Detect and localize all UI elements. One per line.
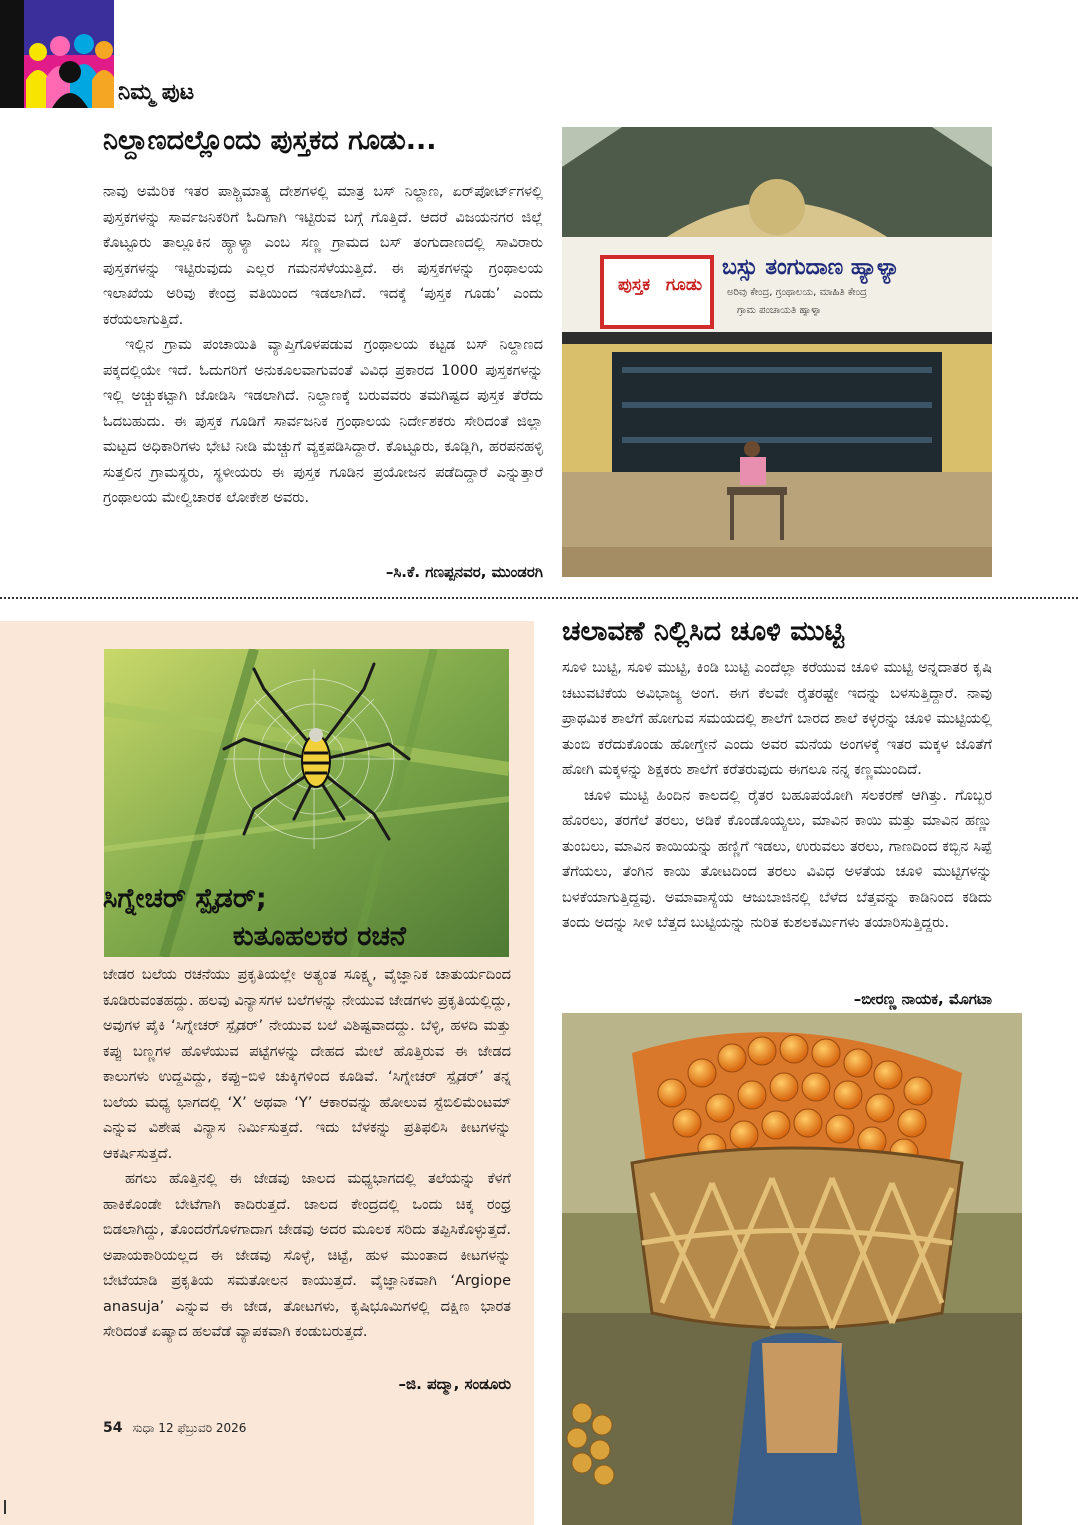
section-logo <box>24 0 114 108</box>
article3-paragraph-1: ಸೂಳಿ ಬುಟ್ಟಿ, ಸೂಳಿ ಮುಟ್ಟಿ, ಕಿಂಡಿ ಬುಟ್ಟಿ ಎಂದೆಲ್ಲಾ ಕರೆಯುವ ಚೂಳಿ ಮುಟ್ಟಿ ಅನ್ನದಾತರ ಕೃಷಿ ಚಟುವಟಿಕೆಯ ಅವಿಭಾಜ್ಯ ಅಂಗ. ಈಗ ಕೆಲವೇ ರೈತರಷ್ಟೇ ಇದನ್ನು ಬಳಸುತ್ತಿದ್ದಾರೆ. ನಾವು ಪ್ರಾಥಮಿಕ ಶಾಲೆಗೆ ಹೋಗುವ ಸಮಯದಲ್ಲಿ ಶಾಲೆಗೆ ಬಾರದ ಶಾಲೆ ಕಳ್ಳರನ್ನು ಚೂಳಿ ಮುಟ್ಟಿಯಲ್ಲಿ ತುಂಬಿ ಕರೆದುಕೊಂಡು ಹೋಗ್ತೇನೆ ಎಂದು ಅವರ ಮನೆಯ ಅಂಗಳಕ್ಕೆ ಇತರ ಮಕ್ಕಳ ಜೊತೆಗೆ ಹೋಗಿ ಮಕ್ಕಳನ್ನು ಶಿಕ್ಷಕರು ಶಾಲೆಗೆ ಕರೆತರುವುದು ಈಗಲೂ ನನ್ನ ಕಣ್ಣಮುಂದಿದೆ. <box>562 660 992 778</box>
article3-byline: –ಬೀರಣ್ಣ ನಾಯಕ, ಮೊಗಟಾ <box>853 990 992 1008</box>
article3-title: ಚಲಾವಣೆ ನಿಲ್ಲಿಸಿದ ಚೂಳಿ ಮುಟ್ಟಿ <box>562 616 845 647</box>
crop-mark <box>4 1500 6 1514</box>
bus-stand-photo <box>562 127 992 577</box>
people-silhouettes-icon <box>24 0 114 108</box>
section-divider <box>0 597 1078 599</box>
page-footer <box>103 1420 246 1436</box>
bus-stand-illustration <box>562 127 992 577</box>
article1-body <box>103 180 543 512</box>
article3-paragraph-2: ಚೂಳಿ ಮುಟ್ಟಿ ಹಿಂದಿನ ಕಾಲದಲ್ಲಿ ರೈತರ ಬಹೂಪಯೋಗಿ ಸಲಕರಣೆ ಆಗಿತ್ತು. ಗೊಬ್ಬರ ಹೊರಲು, ತರಗೆಲೆ ತರಲು, ಅಡಿಕೆ ಕೊಂಡೊಯ್ಯಲು, ಮಾವಿನ ಕಾಯಿ ಮತ್ತು ಮಾವಿನ ಹಣ್ಣು ತುಂಬಲು, ಮಾವಿನ ಕಾಯಿಯನ್ನು ಹಣ್ಣಿಗೆ ಇಡಲು, ಉರುವಲು ತರಲು, ಗಾಣದಿಂದ ಕಬ್ಬಿನ ಸಿಪ್ಪೆ ತೆಗೆಯಲು, ತೆಂಗಿನ ಕಾಯಿ ತೋಟದಿಂದ ತರಲು ವಿವಿಧ ಅಳತೆಯ ಚೂಳಿ ಮುಟ್ಟಿಗಳನ್ನು ಬಳಕೆಯಾಗುತ್ತಿದ್ದವು. ಅಮಾವಾಸ್ಯೆಯ ಆಜುಬಾಜಿನಲ್ಲಿ ಬೆಳೆದ ಬೆತ್ತವನ್ನು ಕಾಡಿನಿಂದ ಕಡಿದು ತಂದು ಅದನ್ನು ಸೀಳಿ ಬೆತ್ತದ ಬುಟ್ಟಿಯನ್ನು ನುರಿತ ಕುಶಲಕರ್ಮಿಗಳು ತಯಾರಿಸುತ್ತಿದ್ದರು. <box>562 787 992 931</box>
article1-byline: –ಸಿ.ಕೆ. ಗಣಪ್ಪನವರ, ಮುಂಡರಗಿ <box>385 563 543 581</box>
article2-paragraph-1: ಜೇಡರ ಬಲೆಯ ರಚನೆಯು ಪ್ರಕೃತಿಯಲ್ಲೇ ಅತ್ಯಂತ ಸೂಕ್ಷ್ಮ, ವೈಜ್ಞಾನಿಕ ಚಾತುರ್ಯದಿಂದ ಕೂಡಿರುವಂತಹದ್ದು. ಹಲವು ವಿನ್ಯಾಸಗಳ ಬಲೆಗಳನ್ನು ನೇಯುವ ಜೇಡಗಳು ಪ್ರಕೃತಿಯಲ್ಲಿದ್ದು, ಅವುಗಳ ಪೈಕಿ ‘ಸಿಗ್ನೇಚರ್ ಸ್ಪೈಡರ್’ ನೇಯುವ ಬಲೆ ವಿಶಿಷ್ಟವಾದದ್ದು. ಬೆಳ್ಳಿ, ಹಳದಿ ಮತ್ತು ಕಪ್ಪು ಬಣ್ಣಗಳ ಹೊಳೆಯುವ ಪಟ್ಟೆಗಳನ್ನು ದೇಹದ ಮೇಲೆ ಹೊತ್ತಿರುವ ಈ ಜೇಡದ ಕಾಲುಗಳು ಉದ್ದವಿದ್ದು, ಕಪ್ಪು–ಬಿಳಿ ಚುಕ್ಕಿಗಳಿಂದ ಕೂಡಿವೆ. ‘ಸಿಗ್ನೇಚರ್ ಸ್ಪೈಡರ್’ ತನ್ನ ಬಲೆಯ ಮಧ್ಯ ಭಾಗದಲ್ಲಿ ‘X’ ಅಥವಾ ‘Y’ ಆಕಾರವನ್ನು ಹೋಲುವ ಸ್ಟೆಬಿಲಿಮೆಂಟಮ್ ಎನ್ನುವ ವಿಶೇಷ ವಿನ್ಯಾಸ ನಿರ್ಮಿಸುತ್ತದೆ. ಇದು ಬೆಳಕನ್ನು ಪ್ರತಿಫಲಿಸಿ ಕೀಟಗಳನ್ನು ಆಕರ್ಷಿಸುತ್ತದೆ. <box>103 967 511 1162</box>
book-sign-left: ಪುಸ್ತಕ <box>618 275 650 295</box>
issue-info: ಸುಧಾ 12 ಫೆಬ್ರುವರಿ 2026 <box>132 1421 247 1435</box>
article1-paragraph-1: ನಾವು ಅಮೆರಿಕ ಇತರ ಪಾಶ್ಚಿಮಾತ್ಯ ದೇಶಗಳಲ್ಲಿ ಮಾತ್ರ ಬಸ್ ನಿಲ್ದಾಣ, ಏರ್‌ಪೋರ್ಟ್‌ಗಳಲ್ಲಿ ಪುಸ್ತಕಗಳನ್ನು ಸಾರ್ವಜನಿಕರಿಗೆ ಓದಿಗಾಗಿ ಇಟ್ಟಿರುವ ಬಗ್ಗೆ ಗೊತ್ತಿದೆ. ಆದರೆ ವಿಜಯನಗರ ಜಿಲ್ಲೆ ಕೊಟ್ಟೂರು ತಾಲ್ಲೂಕಿನ ಹ್ಯಾಳ್ಯಾ ಎಂಬ ಸಣ್ಣ ಗ್ರಾಮದ ಬಸ್ ತಂಗುದಾಣದಲ್ಲಿ ಸಾವಿರಾರು ಪುಸ್ತಕಗಳನ್ನು ಇಟ್ಟಿರುವುದು ಎಲ್ಲರ ಗಮನಸೆಳೆಯುತ್ತಿದೆ. ಈ ಪುಸ್ತಕಗಳನ್ನು ಗ್ರಂಥಾಲಯ ಇಲಾಖೆಯ ಅರಿವು ಕೇಂದ್ರ ವತಿಯಿಂದ ಇಡಲಾಗಿದೆ. ಇದಕ್ಕೆ ‘ಪುಸ್ತಕ ಗೂಡು’ ಎಂದು ಕರೆಯಲಾಗುತ್ತಿದೆ. <box>103 184 543 328</box>
article2-body <box>103 963 511 1346</box>
article2-title-line1: ಸಿಗ್ನೇಚರ್ ಸ್ಪೈಡರ್; <box>103 883 267 914</box>
fruit-basket-illustration <box>562 1013 1022 1525</box>
header-black-bar <box>0 0 24 108</box>
book-sign-right: ಗೂಡು <box>665 275 703 295</box>
article3-body <box>562 656 992 937</box>
banner-main-text: ಬಸ್ಸು ತಂಗುದಾಣ ಹ್ಯಾಳ್ಯಾ <box>722 255 900 280</box>
article1-paragraph-2: ಇಲ್ಲಿನ ಗ್ರಾಮ ಪಂಚಾಯಿತಿ ವ್ಯಾಪ್ತಿಗೊಳಪಡುವ ಗ್ರಂಥಾಲಯ ಕಟ್ಟಡ ಬಸ್ ನಿಲ್ದಾಣದ ಪಕ್ಕದಲ್ಲಿಯೇ ಇದೆ. ಓದುಗರಿಗೆ ಅನುಕೂಲವಾಗುವಂತೆ ವಿವಿಧ ಪ್ರಕಾರದ 1000 ಪುಸ್ತಕಗಳನ್ನು ಇಲ್ಲಿ ಅಚ್ಚುಕಟ್ಟಾಗಿ ಜೋಡಿಸಿ ಇಡಲಾಗಿದೆ. ನಿಲ್ದಾಣಕ್ಕೆ ಬರುವವರು ತಮಗಿಷ್ಟದ ಪುಸ್ತಕ ತೆರೆದು ಓದಬಹುದು. ಈ ಪುಸ್ತಕ ಗೂಡಿಗೆ ಸಾರ್ವಜನಿಕ ಗ್ರಂಥಾಲಯ ನಿರ್ದೇಶಕರು ಸೇರಿದಂತೆ ಜಿಲ್ಲಾ ಮಟ್ಟದ ಅಧಿಕಾರಿಗಳು ಭೇಟಿ ನೀಡಿ ಮೆಚ್ಚುಗೆ ವ್ಯಕ್ತಪಡಿಸಿದ್ದಾರೆ. ಕೊಟ್ಟೂರು, ಕೂಡ್ಲಿಗಿ, ಹರಪನಹಳ್ಳಿ ಸುತ್ತಲಿನ ಗ್ರಾಮಸ್ಥರು, ಸ್ಥಳೀಯರು ಈ ಪುಸ್ತಕ ಗೂಡಿನ ಪ್ರಯೋಜನ ಪಡೆದಿದ್ದಾರೆ ಎನ್ನುತ್ತಾರೆ ಗ್ರಂಥಾಲಯ ಮೇಲ್ವಿಚಾರಕ ಲೋಕೇಶ ಅವರು. <box>103 337 543 506</box>
basket-photo <box>562 1013 1022 1525</box>
article1-title: ನಿಲ್ದಾಣದಲ್ಲೊಂದು ಪುಸ್ತಕದ ಗೂಡು... <box>103 125 437 156</box>
article2-title-line2: ಕುತೂಹಲಕರ ರಚನೆ <box>232 921 406 952</box>
banner-sub-text-2: ಗ್ರಾಮ ಪಂಚಾಯತಿ ಹ್ಯಾಳ್ಯಾ <box>737 305 822 316</box>
article2-byline: –ಜಿ. ಪದ್ಮಾ, ಸಂಡೂರು <box>398 1375 511 1393</box>
section-name: ನಿಮ್ಮ ಪುಟ <box>118 80 195 105</box>
article2-paragraph-2: ಹಗಲು ಹೊತ್ತಿನಲ್ಲಿ ಈ ಜೇಡವು ಜಾಲದ ಮಧ್ಯಭಾಗದಲ್ಲಿ ತಲೆಯನ್ನು ಕೆಳಗೆ ಹಾಕಿಕೊಂಡೇ ಬೇಟೆಗಾಗಿ ಕಾದಿರುತ್ತದೆ. ಜಾಲದ ಕೇಂದ್ರದಲ್ಲಿ ಒಂದು ಚಿಕ್ಕ ರಂಧ್ರ ಬಿಡಲಾಗಿದ್ದು, ತೊಂದರೆಗೊಳಗಾದಾಗ ಜೇಡವು ಅದರ ಮೂಲಕ ಸರಿದು ತಪ್ಪಿಸಿಕೊಳ್ಳುತ್ತದೆ. ಅಪಾಯಕಾರಿಯಲ್ಲದ ಈ ಜೇಡವು ಸೊಳ್ಳೆ, ಚಿಟ್ಟೆ, ಹುಳ ಮುಂತಾದ ಕೀಟಗಳನ್ನು ಬೇಟೆಯಾಡಿ ಪ್ರಕೃತಿಯ ಸಮತೋಲನ ಕಾಯುತ್ತದೆ. ವೈಜ್ಞಾನಿಕವಾಗಿ ‘Argiope anasuja’ ಎನ್ನುವ ಈ ಜೇಡ, ತೋಟಗಳು, ಕೃಷಿಭೂಮಿಗಳಲ್ಲಿ ದಕ್ಷಿಣ ಭಾರತ ಸೇರಿದಂತೆ ಏಷ್ಯಾದ ಹಲವೆಡೆ ವ್ಯಾಪಕವಾಗಿ ಕಂಡುಬರುತ್ತದೆ. <box>103 1171 511 1340</box>
page-number: 54 <box>103 1420 123 1436</box>
banner-sub-text-1: ಅರಿವು ಕೇಂದ್ರ, ಗ್ರಂಥಾಲಯ, ಮಾಹಿತಿ ಕೇಂದ್ರ <box>727 287 867 298</box>
